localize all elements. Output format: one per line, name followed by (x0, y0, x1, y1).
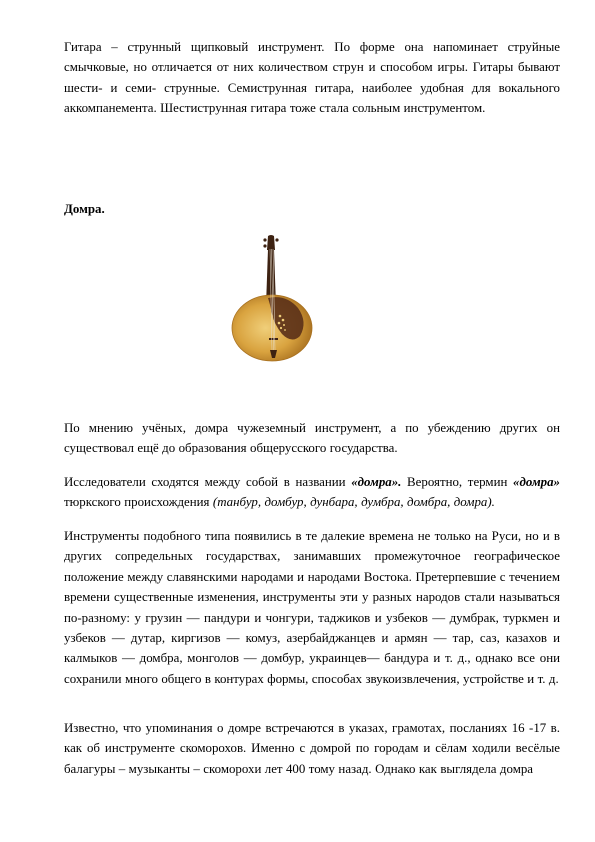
history-paragraph: Известно, что упоминания о домре встречаются в указах, грамотах, посланиях 16 -17 в. как об инструменте скоморохов. Именно с домрой по городам и сёлам ходили весёлые балагуры – музыканты – скоморохи лет 400 тому назад. Однако как выглядела домра (64, 721, 560, 776)
instruments-paragraph: Инструменты подобного типа появились в те далекие времена не только на Руси, но и в других сопредельных государствах, занимавших промежуточное географическое положение между славянскими народами и народами Востока. Претерпевшие с течением времени существенные изменения, инструменты эти у разных народов стали называться по-разному: у грузин — пандури и чонгури, таджиков и узбеков — думбрак, туркмен и узбеков — дутар, киргизов — комуз, азербайджанцев и армян — тар, саз, казахов и калмыков — домбра, монголов — домбур, украинцев— бандура и т. д., однако все они сохранили много общего в контурах формы, способах звукоизвлечения, устройстве и т. д. (64, 529, 560, 686)
name-text-2: Вероятно, термин (401, 475, 514, 489)
guitar-paragraph: Гитара – струнный щипковый инструмент. По форме она напоминает струйные смычковые, но отличается от них количеством струн и способом игры. Гитары бывают шести- и семи- струнные. Семиструнная гитара, наиболее удобная для вокального аккомпанемента. Шестиструнная гитара тоже стала сольным инструментом. (64, 40, 560, 116)
name-variants: (танбур, домбур, дунбара, думбра, домбра, домра). (212, 495, 495, 510)
name-text-1: Исследователи сходятся между собой в названии (64, 475, 352, 489)
name-paragraph (64, 472, 560, 513)
name-text-3: тюркского происхождения (64, 495, 213, 510)
domra-headstock (263, 235, 278, 250)
domra-instrument-icon (228, 234, 318, 364)
term-domra-2: «домра» (513, 475, 560, 489)
origin-paragraph: По мнению учёных, домра чужеземный инструмент, а по убеждению других он существовал ещё до образования общерусского государства. (64, 421, 560, 456)
domra-heading: Домра. (64, 202, 105, 216)
term-domra-1: «домра». (351, 475, 402, 489)
